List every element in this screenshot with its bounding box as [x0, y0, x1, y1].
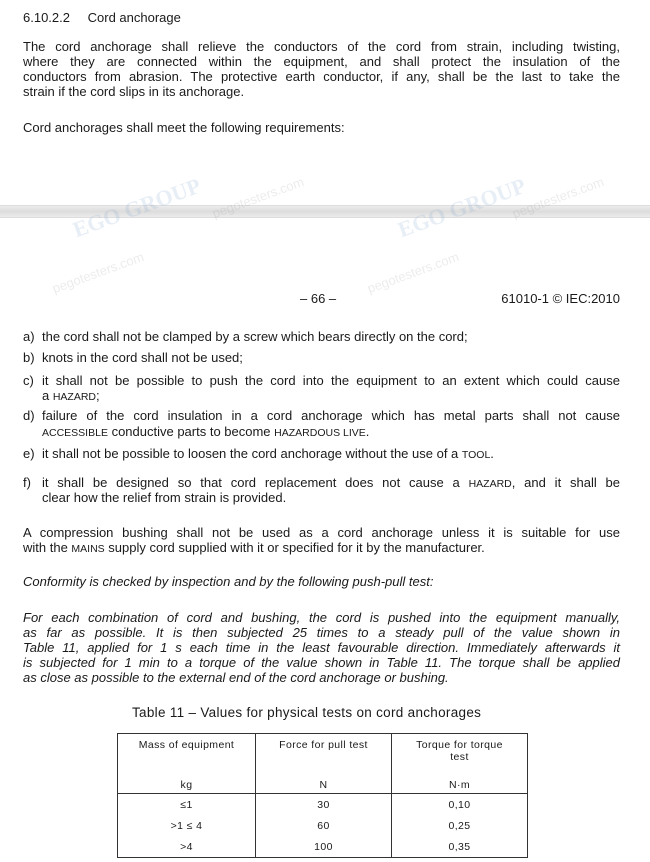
list-marker: e) [23, 446, 35, 461]
unit-mass: kg [118, 779, 256, 794]
table-row [118, 836, 528, 858]
text-segment: with the [23, 540, 72, 555]
defined-term: HAZARD [468, 478, 512, 490]
text-segment: failure of the cord insulation in a cord anchorage which has metal parts shall not cause [42, 408, 620, 423]
cell: 30 [256, 794, 392, 816]
watermark-text: pegotesters.com [210, 174, 306, 221]
cell: 100 [256, 836, 392, 858]
watermark-text: pegotesters.com [50, 249, 146, 296]
text-line: Table 11, applied for 1 s each time in the least favourable direction. Immediately afterwards it [23, 640, 620, 655]
conformity-statement: Conformity is checked by inspection and by the following push-pull test: [23, 574, 434, 589]
cell: 0,25 [392, 815, 528, 836]
text-segment: ; [96, 388, 100, 403]
text-segment: . [490, 446, 494, 461]
section-heading [23, 10, 181, 25]
cell: ≤1 [118, 794, 256, 816]
text-segment: it shall be designed so that cord replacement does not cause a [42, 475, 469, 490]
text-segment: A compression bushing shall not be used as a cord anchorage unless it is suitable for use [23, 525, 620, 540]
text-segment: conductive parts to become [107, 424, 275, 439]
cell: >1 ≤ 4 [118, 815, 256, 836]
header-mass: Mass of equipment [118, 734, 256, 780]
text-line [42, 475, 620, 490]
text-line: where they are connected within the equipment, and shall protect the insulation of the [23, 54, 620, 69]
list-marker: f) [23, 475, 31, 490]
watermark-text: pegotesters.com [365, 249, 461, 296]
text-segment: knots in the cord shall not be used; [42, 350, 243, 365]
text-line [42, 329, 620, 344]
cell: 0,10 [392, 794, 528, 816]
text-line: strain if the cord slips in its anchorage. [23, 84, 245, 99]
watermark-text: pegotesters.com [510, 174, 606, 221]
requirements-lead: Cord anchorages shall meet the following requirements: [23, 120, 345, 135]
text-line [42, 373, 620, 388]
text-line: The cord anchorage shall relieve the conductors of the cord from strain, including twisting, [23, 39, 620, 54]
text-line [42, 408, 620, 423]
table-row [118, 794, 528, 816]
text-segment: , and it shall be [511, 475, 620, 490]
text-segment: clear how the relief from strain is provided. [42, 490, 287, 505]
cell: 0,35 [392, 836, 528, 858]
text-line: as far as possible. It is then subjected 25 times to a steady pull of the value shown in [23, 625, 620, 640]
values-table [117, 733, 528, 858]
text-line: as close as possible to the external end of the cord anchorage or bushing. [23, 670, 449, 685]
text-line [42, 350, 620, 365]
text-line [23, 540, 620, 555]
text-segment: a [42, 388, 53, 403]
defined-term: MAINS [71, 543, 105, 555]
page-break [0, 205, 650, 218]
text-line: For each combination of cord and bushing, the cord is pushed into the equipment manually, [23, 610, 620, 625]
text-line [42, 424, 620, 439]
list-marker: c) [23, 373, 34, 388]
unit-force: N [256, 779, 392, 794]
document-id: 61010-1 © IEC:2010 [501, 291, 620, 306]
text-line [42, 490, 620, 505]
list-marker: a) [23, 329, 35, 344]
section-number: 6.10.2.2 [23, 10, 70, 25]
defined-term: TOOL [461, 449, 491, 461]
text-segment: supply cord supplied with it or specified for it by the manufacturer. [104, 540, 485, 555]
table-row [118, 815, 528, 836]
list-marker: b) [23, 350, 35, 365]
header-force: Force for pull test [256, 734, 392, 780]
text-line [42, 446, 620, 461]
text-line [42, 388, 620, 403]
table-caption: Table 11 – Values for physical tests on cord anchorages [132, 705, 482, 720]
defined-term: HAZARD [52, 391, 97, 403]
section-title: Cord anchorage [87, 10, 181, 25]
text-line: is subjected for 1 min to a torque of the value shown in Table 11. The torque shall be applied [23, 655, 620, 670]
text-line [23, 525, 620, 540]
defined-term: HAZARDOUS LIVE [274, 427, 366, 439]
page-number: – 66 – [300, 291, 337, 306]
text-segment: it shall not be possible to loosen the cord anchorage without the use of a [42, 446, 462, 461]
cell: 60 [256, 815, 392, 836]
text-segment: it shall not be possible to push the cord into the equipment to an extent which could cause [42, 373, 620, 388]
text-line: conductors from abrasion. The protective earth conductor, if any, shall be the last to take the [23, 69, 620, 84]
text-segment: . [365, 424, 370, 439]
cell: >4 [118, 836, 256, 858]
header-torque: Torque for torque test [392, 734, 528, 780]
list-marker: d) [23, 408, 35, 423]
unit-torque: N·m [392, 779, 528, 794]
defined-term: ACCESSIBLE [42, 427, 108, 439]
text-segment: the cord shall not be clamped by a screw which bears directly on the cord; [42, 329, 468, 344]
